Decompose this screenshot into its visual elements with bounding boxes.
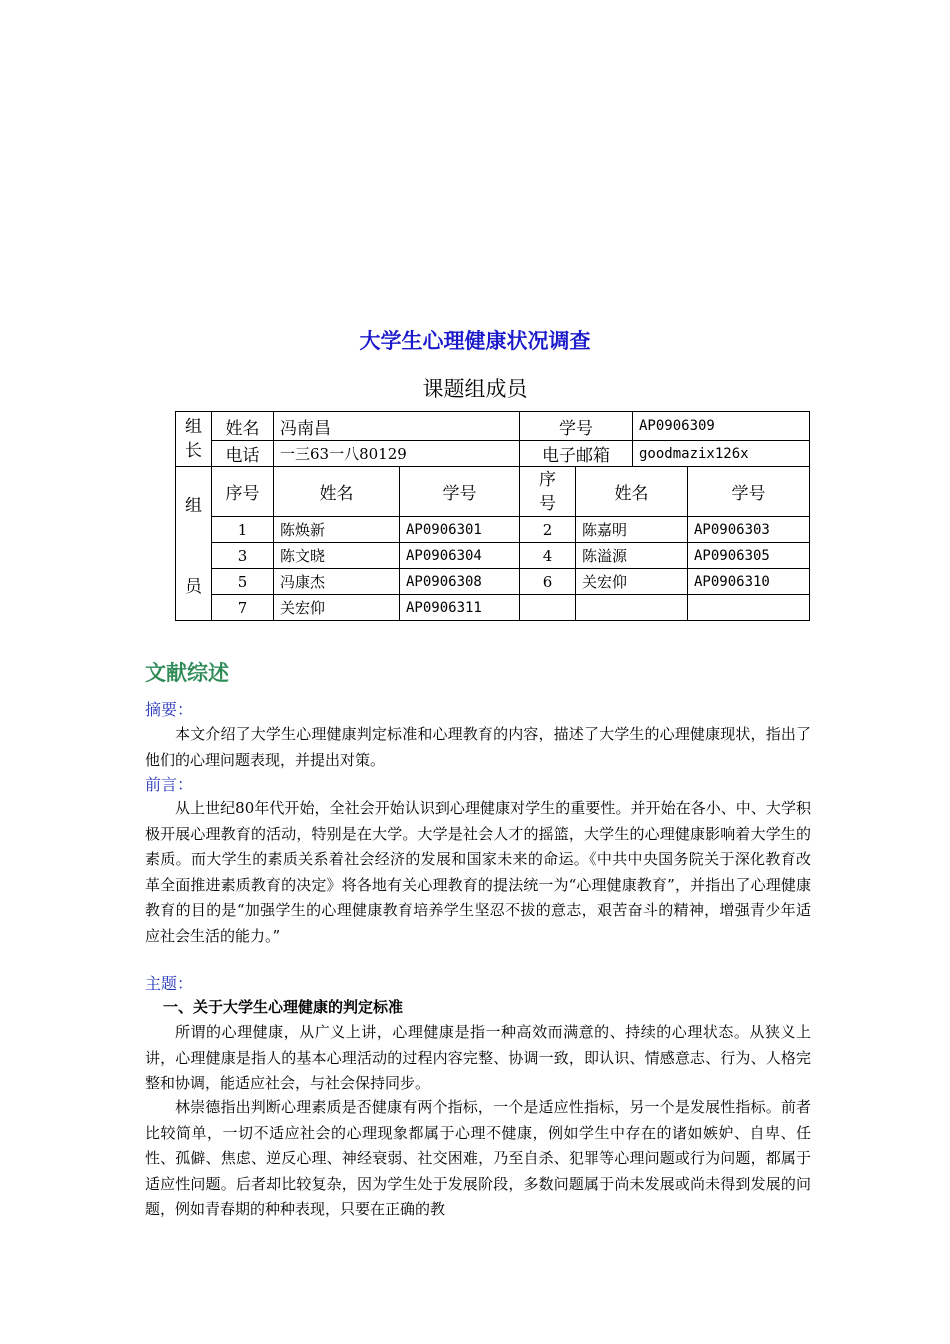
leader-name-label: 姓名 xyxy=(212,412,274,441)
row-seq: 6 xyxy=(520,569,576,595)
topic-label: 主题： xyxy=(145,974,194,993)
row-name: 陈焕新 xyxy=(274,517,400,543)
preface-text: 从上世纪80年代开始，全社会开始认识到心理健康对学生的重要性。并开始在各小、中、大学积极开展心理教育的活动，特别是在大学。大学是社会人才的摇篮，大学生的心理健康影响着大学生的素质。而大学生的素质关系着社会经济的发展和国家未来的命运。《中共中央国务院关于深化教育改革全面推进素质教育的决定》将各地有关心理教育的提法统一为“心理健康教育”，并指出了心理健康教育的目的是“加强学生的心理健康教育培养学生坚忍不拔的意志，艰苦奋斗的精神，增强青少年适应社会生活的能力。” xyxy=(145,799,811,945)
document-title: 大学生心理健康状况调查 xyxy=(359,329,591,353)
row-name: 陈嘉明 xyxy=(576,517,688,543)
row-seq: 4 xyxy=(520,543,576,569)
abstract-text: 本文介绍了大学生心理健康判定标准和心理教育的内容，描述了大学生的心理健康现状，指出了他们的心理问题表现，并提出对策。 xyxy=(145,725,811,769)
abstract-label: 摘要： xyxy=(145,700,194,719)
leader-id-label: 学号 xyxy=(520,412,633,441)
row-seq: 3 xyxy=(212,543,274,569)
row-id xyxy=(688,595,810,621)
row-seq: 1 xyxy=(212,517,274,543)
row-seq: 7 xyxy=(212,595,274,621)
row-id: AP0906308 xyxy=(400,569,520,595)
leader-name: 冯南昌 xyxy=(274,412,520,441)
row-name: 冯康杰 xyxy=(274,569,400,595)
row-name: 关宏仰 xyxy=(576,569,688,595)
col-seq-1: 序号 xyxy=(212,467,274,517)
leader-label: 组 长 xyxy=(176,412,212,467)
row-id: AP0906310 xyxy=(688,569,810,595)
row-name: 陈溢源 xyxy=(576,543,688,569)
col-id-2: 学号 xyxy=(688,467,810,517)
section1-title: 一、关于大学生心理健康的判定标准 xyxy=(163,998,404,1016)
row-id: AP0906301 xyxy=(400,517,520,543)
section-heading: 文献综述 xyxy=(145,661,229,685)
preface-label: 前言： xyxy=(145,775,194,794)
table-row xyxy=(176,517,810,543)
col-seq-2: 序 号 xyxy=(520,467,576,517)
leader-phone: 一三63一八80129 xyxy=(274,441,520,467)
leader-email-label: 电子邮箱 xyxy=(520,441,633,467)
row-id: AP0906305 xyxy=(688,543,810,569)
col-name-1: 姓名 xyxy=(274,467,400,517)
row-name: 关宏仰 xyxy=(274,595,400,621)
table-row xyxy=(176,569,810,595)
row-id: AP0906304 xyxy=(400,543,520,569)
member-label: 组 员 xyxy=(176,467,212,621)
table-row xyxy=(176,543,810,569)
row-name xyxy=(576,595,688,621)
col-name-2: 姓名 xyxy=(576,467,688,517)
row-id: AP0906303 xyxy=(688,517,810,543)
row-seq xyxy=(520,595,576,621)
members-table xyxy=(175,411,810,621)
col-id-1: 学号 xyxy=(400,467,520,517)
leader-phone-label: 电话 xyxy=(212,441,274,467)
table-row xyxy=(176,595,810,621)
paragraph-1: 所谓的心理健康，从广义上讲，心理健康是指一种高效而满意的、持续的心理状态。从狭义上讲，心理健康是指人的基本心理活动的过程内容完整、协调一致，即认识、情感意志、行为、人格完整和协调，能适应社会，与社会保持同步。 xyxy=(145,1023,811,1092)
row-seq: 5 xyxy=(212,569,274,595)
leader-email: goodmazix126x xyxy=(633,441,810,467)
row-seq: 2 xyxy=(520,517,576,543)
paragraph-2: 林崇德指出判断心理素质是否健康有两个指标，一个是适应性指标，另一个是发展性指标。前者比较简单，一切不适应社会的心理现象都属于心理不健康，例如学生中存在的诸如嫉妒、自卑、任性、孤僻、焦虑、逆反心理、神经衰弱、社交困难，乃至自杀、犯罪等心理问题或行为问题，都属于适应性问题。后者却比较复杂，因为学生处于发展阶段，多数问题属于尚未发展或尚未得到发展的问题，例如青春期的种种表现，只要在正确的教 xyxy=(145,1098,811,1218)
row-name: 陈文晓 xyxy=(274,543,400,569)
leader-id: AP0906309 xyxy=(633,412,810,441)
row-id: AP0906311 xyxy=(400,595,520,621)
document-subtitle: 课题组成员 xyxy=(422,377,528,401)
